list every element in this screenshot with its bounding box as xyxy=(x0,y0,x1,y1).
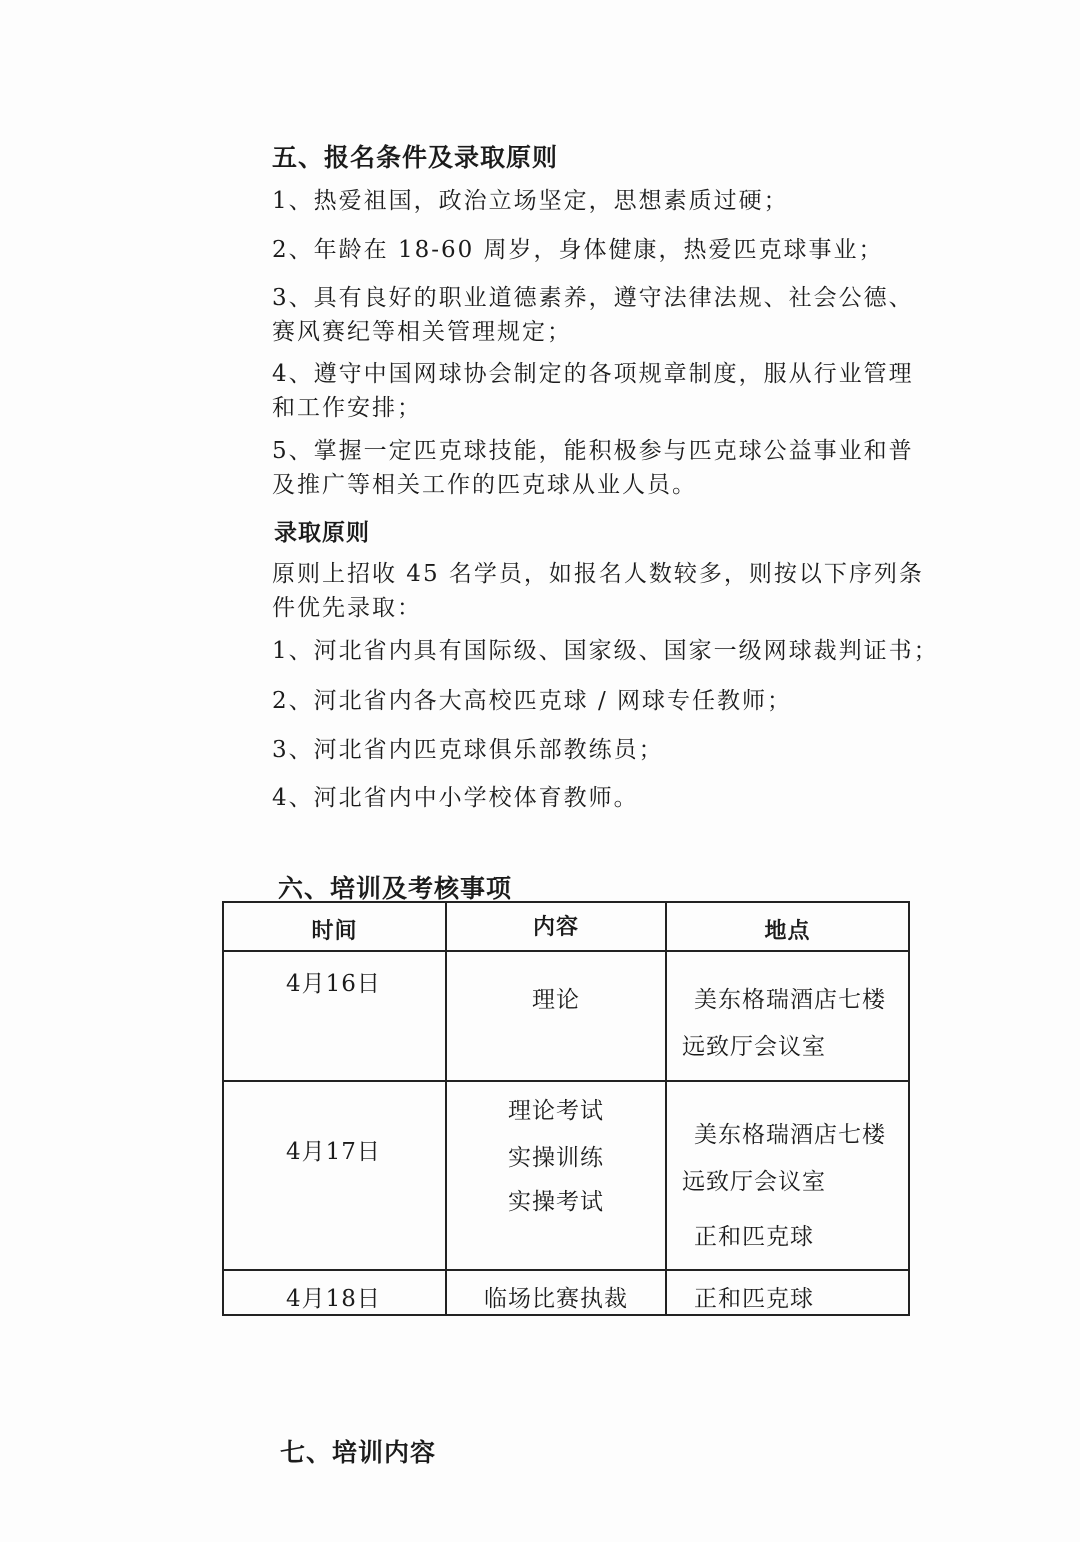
condition-item-4: 4、遵守中国网球协会制定的各项规章制度，服从行业管理 和工作安排； xyxy=(272,361,914,421)
admission-item-3: 3、河北省内匹克球俱乐部教练员； xyxy=(272,737,664,763)
header-location: 地点 xyxy=(764,919,811,944)
row2-content-line1: 理论考试 xyxy=(508,1098,604,1124)
section5-title: 五、报名条件及录取原则 xyxy=(272,143,559,172)
admission-item-2: 2、河北省内各大高校匹克球 / 网球专任教师； xyxy=(272,688,793,714)
row2-location-line2: 远致厅会议室 xyxy=(682,1169,826,1195)
row3-content: 临场比赛执裁 xyxy=(484,1286,628,1312)
row3-location: 正和匹克球 xyxy=(694,1286,814,1312)
condition-item-5: 5、掌握一定匹克球技能，能积极参与匹克球公益事业和普 及推广等相关工作的匹克球从业人员。 xyxy=(272,438,914,498)
section6-title: 六、培训及考核事项 xyxy=(278,874,513,903)
admission-title: 录取原则 xyxy=(274,520,370,546)
row2-content-line2: 实操训练 xyxy=(508,1145,604,1171)
row2-content-line3: 实操考试 xyxy=(508,1189,604,1215)
schedule-table xyxy=(222,901,910,1316)
admission-item-1: 1、河北省内具有国际级、国家级、国家一级网球裁判证书； xyxy=(272,638,939,664)
row1-date: 4月16日 xyxy=(286,971,381,997)
row1-location-line1: 美东格瑞酒店七楼 xyxy=(694,987,886,1013)
row2-location-line1: 美东格瑞酒店七楼 xyxy=(694,1122,886,1148)
table-header-divider xyxy=(224,950,908,952)
row3-date: 4月18日 xyxy=(286,1286,381,1312)
condition-item-2: 2、年龄在 18-60 周岁，身体健康，热爱匹克球事业； xyxy=(272,237,884,263)
table-row-divider xyxy=(224,1269,908,1271)
header-time: 时间 xyxy=(311,919,358,944)
row2-date: 4月17日 xyxy=(286,1139,381,1165)
section7-title: 七、培训内容 xyxy=(280,1438,437,1467)
row1-location-line2: 远致厅会议室 xyxy=(682,1034,826,1060)
condition-item-3: 3、具有良好的职业道德素养，遵守法律法规、社会公德、 赛风赛纪等相关管理规定； xyxy=(272,285,914,345)
header-content: 内容 xyxy=(532,915,579,940)
table-row-divider xyxy=(224,1080,908,1082)
admission-intro: 原则上招收 45 名学员，如报名人数较多，则按以下序列条 件优先录取： xyxy=(272,561,924,621)
admission-item-4: 4、河北省内中小学校体育教师。 xyxy=(272,785,639,811)
row2-location-line3: 正和匹克球 xyxy=(694,1224,814,1250)
condition-item-1: 1、热爱祖国，政治立场坚定，思想素质过硬； xyxy=(272,188,789,214)
table-column-divider xyxy=(665,903,667,1314)
row1-content: 理论 xyxy=(532,987,580,1013)
